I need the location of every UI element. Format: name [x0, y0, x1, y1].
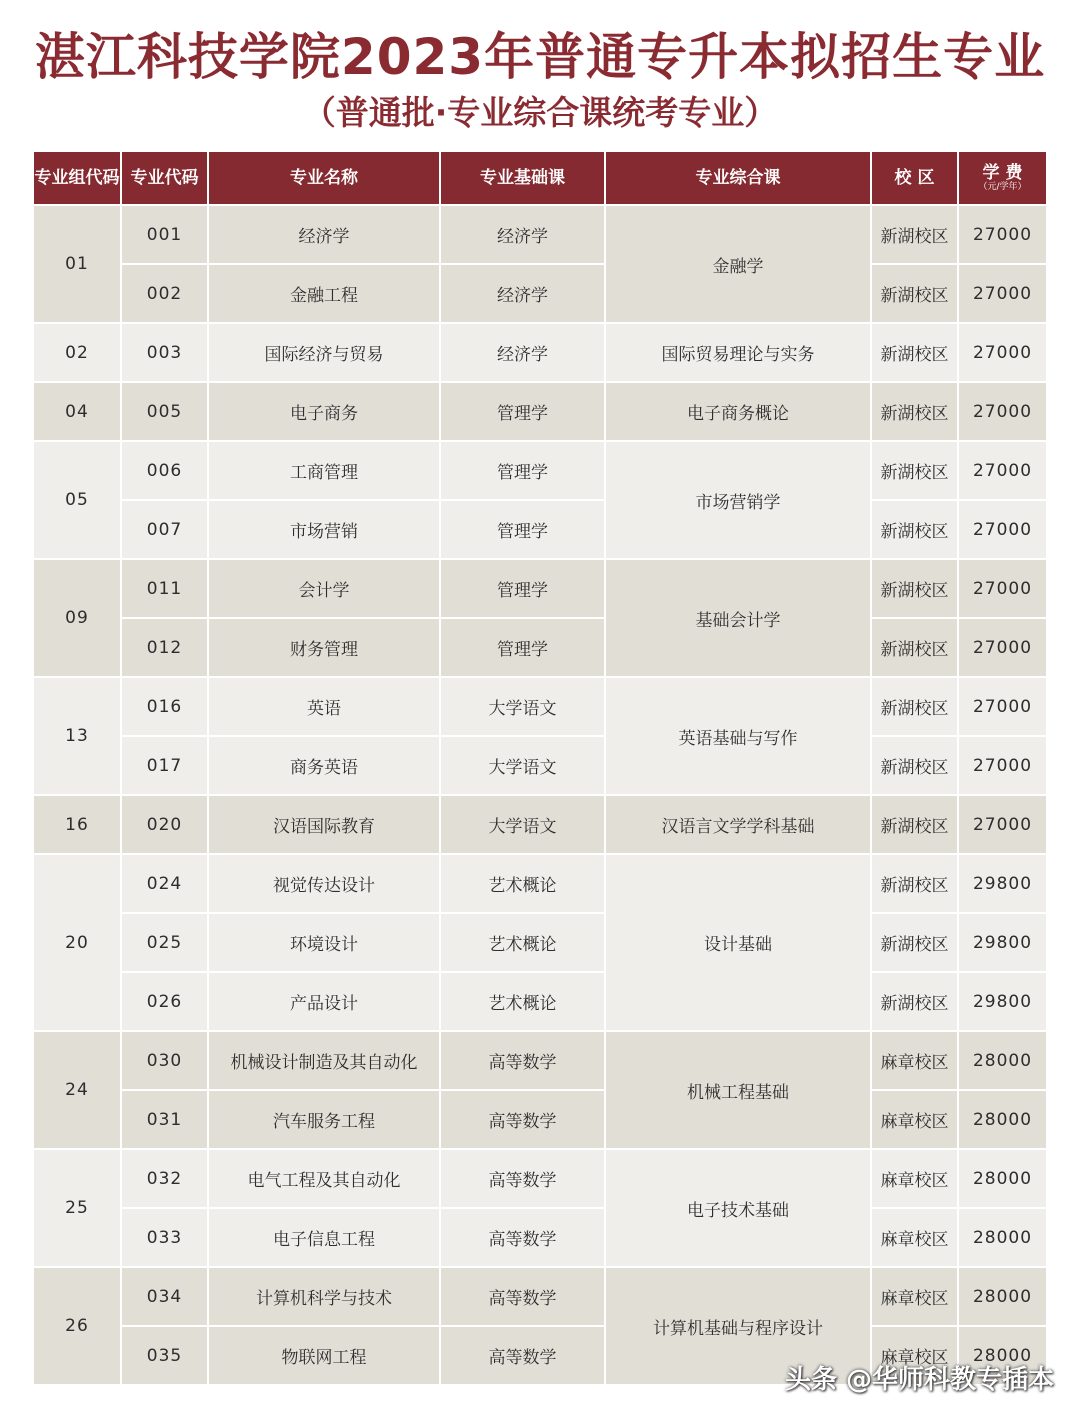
major-name-cell: 电子信息工程: [208, 1208, 440, 1267]
major-code-cell: 033: [121, 1208, 208, 1267]
major-name-cell: 会计学: [208, 559, 440, 618]
campus-cell: 新湖校区: [871, 500, 958, 559]
comprehensive-course-cell: 市场营销学: [605, 441, 871, 559]
comprehensive-course-cell: 计算机基础与程序设计: [605, 1267, 871, 1384]
basic-course-cell: 高等数学: [440, 1031, 605, 1090]
header-major-code: 专业代码: [121, 152, 208, 205]
majors-table: [34, 152, 1046, 1384]
group-code-cell: 20: [34, 854, 121, 1031]
comprehensive-course-cell: 英语基础与写作: [605, 677, 871, 795]
fee-cell: 28000: [958, 1149, 1046, 1208]
campus-cell: 新湖校区: [871, 913, 958, 972]
major-code-cell: 030: [121, 1031, 208, 1090]
table-row: [34, 500, 1046, 559]
basic-course-cell: 经济学: [440, 323, 605, 382]
table-row: [34, 677, 1046, 736]
major-name-cell: 市场营销: [208, 500, 440, 559]
basic-course-cell: 高等数学: [440, 1267, 605, 1326]
basic-course-cell: 管理学: [440, 500, 605, 559]
fee-cell: 29800: [958, 854, 1046, 913]
campus-cell: 新湖校区: [871, 854, 958, 913]
basic-course-cell: 大学语文: [440, 795, 605, 854]
group-code-cell: 24: [34, 1031, 121, 1149]
campus-cell: 麻章校区: [871, 1031, 958, 1090]
fee-cell: 27000: [958, 559, 1046, 618]
fee-cell: 29800: [958, 972, 1046, 1031]
page-subtitle: （普通批·专业综合课统考专业）: [302, 93, 778, 132]
basic-course-cell: 管理学: [440, 559, 605, 618]
major-code-cell: 001: [121, 205, 208, 264]
header-basic-course: 专业基础课: [440, 152, 605, 205]
major-group: [34, 205, 1046, 323]
major-group: [34, 559, 1046, 677]
fee-cell: 27000: [958, 736, 1046, 795]
major-name-cell: 商务英语: [208, 736, 440, 795]
table-row: [34, 736, 1046, 795]
basic-course-cell: 高等数学: [440, 1208, 605, 1267]
header-campus: 校 区: [871, 152, 958, 205]
fee-cell: 27000: [958, 618, 1046, 677]
fee-cell: 27000: [958, 323, 1046, 382]
table-header-row: [34, 152, 1046, 205]
major-group: [34, 1149, 1046, 1267]
basic-course-cell: 高等数学: [440, 1090, 605, 1149]
campus-cell: 新湖校区: [871, 736, 958, 795]
table-row: [34, 441, 1046, 500]
fee-cell: 28000: [958, 1208, 1046, 1267]
basic-course-cell: 艺术概论: [440, 972, 605, 1031]
major-name-cell: 金融工程: [208, 264, 440, 323]
campus-cell: 新湖校区: [871, 795, 958, 854]
table-row: [34, 972, 1046, 1031]
campus-cell: 新湖校区: [871, 205, 958, 264]
major-name-cell: 环境设计: [208, 913, 440, 972]
fee-cell: 28000: [958, 1031, 1046, 1090]
fee-cell: 28000: [958, 1267, 1046, 1326]
major-name-cell: 经济学: [208, 205, 440, 264]
group-code-cell: 26: [34, 1267, 121, 1384]
group-code-cell: 01: [34, 205, 121, 323]
basic-course-cell: 大学语文: [440, 736, 605, 795]
major-group: [34, 323, 1046, 382]
table-row: [34, 1267, 1046, 1326]
major-code-cell: 025: [121, 913, 208, 972]
fee-cell: 27000: [958, 264, 1046, 323]
major-code-cell: 011: [121, 559, 208, 618]
major-name-cell: 机械设计制造及其自动化: [208, 1031, 440, 1090]
table-row: [34, 1031, 1046, 1090]
major-code-cell: 034: [121, 1267, 208, 1326]
basic-course-cell: 管理学: [440, 382, 605, 441]
group-code-cell: 25: [34, 1149, 121, 1267]
watermark: 头条 @华师科教专插本: [784, 1365, 1054, 1395]
header-comprehensive-course: 专业综合课: [605, 152, 871, 205]
major-code-cell: 005: [121, 382, 208, 441]
fee-cell: 27000: [958, 205, 1046, 264]
group-code-cell: 09: [34, 559, 121, 677]
major-code-cell: 016: [121, 677, 208, 736]
table-row: [34, 1208, 1046, 1267]
major-name-cell: 汉语国际教育: [208, 795, 440, 854]
major-name-cell: 电子商务: [208, 382, 440, 441]
campus-cell: 新湖校区: [871, 559, 958, 618]
fee-cell: 27000: [958, 382, 1046, 441]
table-row: [34, 205, 1046, 264]
comprehensive-course-cell: 设计基础: [605, 854, 871, 1031]
major-code-cell: 006: [121, 441, 208, 500]
comprehensive-course-cell: 机械工程基础: [605, 1031, 871, 1149]
fee-cell: 27000: [958, 441, 1046, 500]
campus-cell: 麻章校区: [871, 1090, 958, 1149]
major-name-cell: 视觉传达设计: [208, 854, 440, 913]
major-code-cell: 026: [121, 972, 208, 1031]
major-name-cell: 英语: [208, 677, 440, 736]
basic-course-cell: 高等数学: [440, 1326, 605, 1384]
major-name-cell: 财务管理: [208, 618, 440, 677]
campus-cell: 新湖校区: [871, 441, 958, 500]
major-code-cell: 031: [121, 1090, 208, 1149]
major-code-cell: 003: [121, 323, 208, 382]
major-code-cell: 035: [121, 1326, 208, 1384]
table-row: [34, 382, 1046, 441]
fee-label: 学 费: [982, 162, 1023, 183]
group-code-cell: 05: [34, 441, 121, 559]
fee-cell: 28000: [958, 1326, 1046, 1384]
major-name-cell: 国际经济与贸易: [208, 323, 440, 382]
campus-cell: 新湖校区: [871, 323, 958, 382]
major-code-cell: 032: [121, 1149, 208, 1208]
campus-cell: 新湖校区: [871, 264, 958, 323]
group-code-cell: 02: [34, 323, 121, 382]
fee-cell: 27000: [958, 677, 1046, 736]
basic-course-cell: 经济学: [440, 264, 605, 323]
fee-unit: （元/学年）: [978, 181, 1027, 192]
major-code-cell: 002: [121, 264, 208, 323]
major-group: [34, 1031, 1046, 1149]
campus-cell: 麻章校区: [871, 1326, 958, 1384]
comprehensive-course-cell: 金融学: [605, 205, 871, 323]
table-row: [34, 618, 1046, 677]
basic-course-cell: 艺术概论: [440, 913, 605, 972]
campus-cell: 麻章校区: [871, 1267, 958, 1326]
major-name-cell: 电气工程及其自动化: [208, 1149, 440, 1208]
group-code-cell: 16: [34, 795, 121, 854]
campus-cell: 新湖校区: [871, 618, 958, 677]
table-row: [34, 559, 1046, 618]
campus-cell: 新湖校区: [871, 382, 958, 441]
basic-course-cell: 管理学: [440, 618, 605, 677]
group-code-cell: 04: [34, 382, 121, 441]
major-name-cell: 汽车服务工程: [208, 1090, 440, 1149]
basic-course-cell: 艺术概论: [440, 854, 605, 913]
group-code-cell: 13: [34, 677, 121, 795]
header-group-code: 专业组代码: [34, 152, 121, 205]
campus-cell: 麻章校区: [871, 1208, 958, 1267]
major-group: [34, 854, 1046, 1031]
major-group: [34, 677, 1046, 795]
table-row: [34, 913, 1046, 972]
major-code-cell: 020: [121, 795, 208, 854]
fee-cell: 27000: [958, 500, 1046, 559]
major-name-cell: 产品设计: [208, 972, 440, 1031]
table-row: [34, 323, 1046, 382]
comprehensive-course-cell: 电子商务概论: [605, 382, 871, 441]
major-group: [34, 382, 1046, 441]
major-code-cell: 017: [121, 736, 208, 795]
major-name-cell: 工商管理: [208, 441, 440, 500]
comprehensive-course-cell: 基础会计学: [605, 559, 871, 677]
table-row: [34, 795, 1046, 854]
table-row: [34, 264, 1046, 323]
header-fee: [958, 152, 1046, 205]
comprehensive-course-cell: 国际贸易理论与实务: [605, 323, 871, 382]
fee-cell: 28000: [958, 1090, 1046, 1149]
major-group: [34, 441, 1046, 559]
major-code-cell: 012: [121, 618, 208, 677]
table-row: [34, 1090, 1046, 1149]
basic-course-cell: 管理学: [440, 441, 605, 500]
major-name-cell: 计算机科学与技术: [208, 1267, 440, 1326]
header-major-name: 专业名称: [208, 152, 440, 205]
campus-cell: 新湖校区: [871, 972, 958, 1031]
comprehensive-course-cell: 汉语言文学学科基础: [605, 795, 871, 854]
fee-cell: 27000: [958, 795, 1046, 854]
table-row: [34, 1149, 1046, 1208]
campus-cell: 新湖校区: [871, 677, 958, 736]
campus-cell: 麻章校区: [871, 1149, 958, 1208]
basic-course-cell: 经济学: [440, 205, 605, 264]
fee-cell: 29800: [958, 913, 1046, 972]
major-code-cell: 007: [121, 500, 208, 559]
page-title: 湛江科技学院2023年普通专升本拟招生专业: [34, 28, 1046, 86]
major-name-cell: 物联网工程: [208, 1326, 440, 1384]
basic-course-cell: 高等数学: [440, 1149, 605, 1208]
comprehensive-course-cell: 电子技术基础: [605, 1149, 871, 1267]
basic-course-cell: 大学语文: [440, 677, 605, 736]
major-code-cell: 024: [121, 854, 208, 913]
major-group: [34, 795, 1046, 854]
table-row: [34, 854, 1046, 913]
